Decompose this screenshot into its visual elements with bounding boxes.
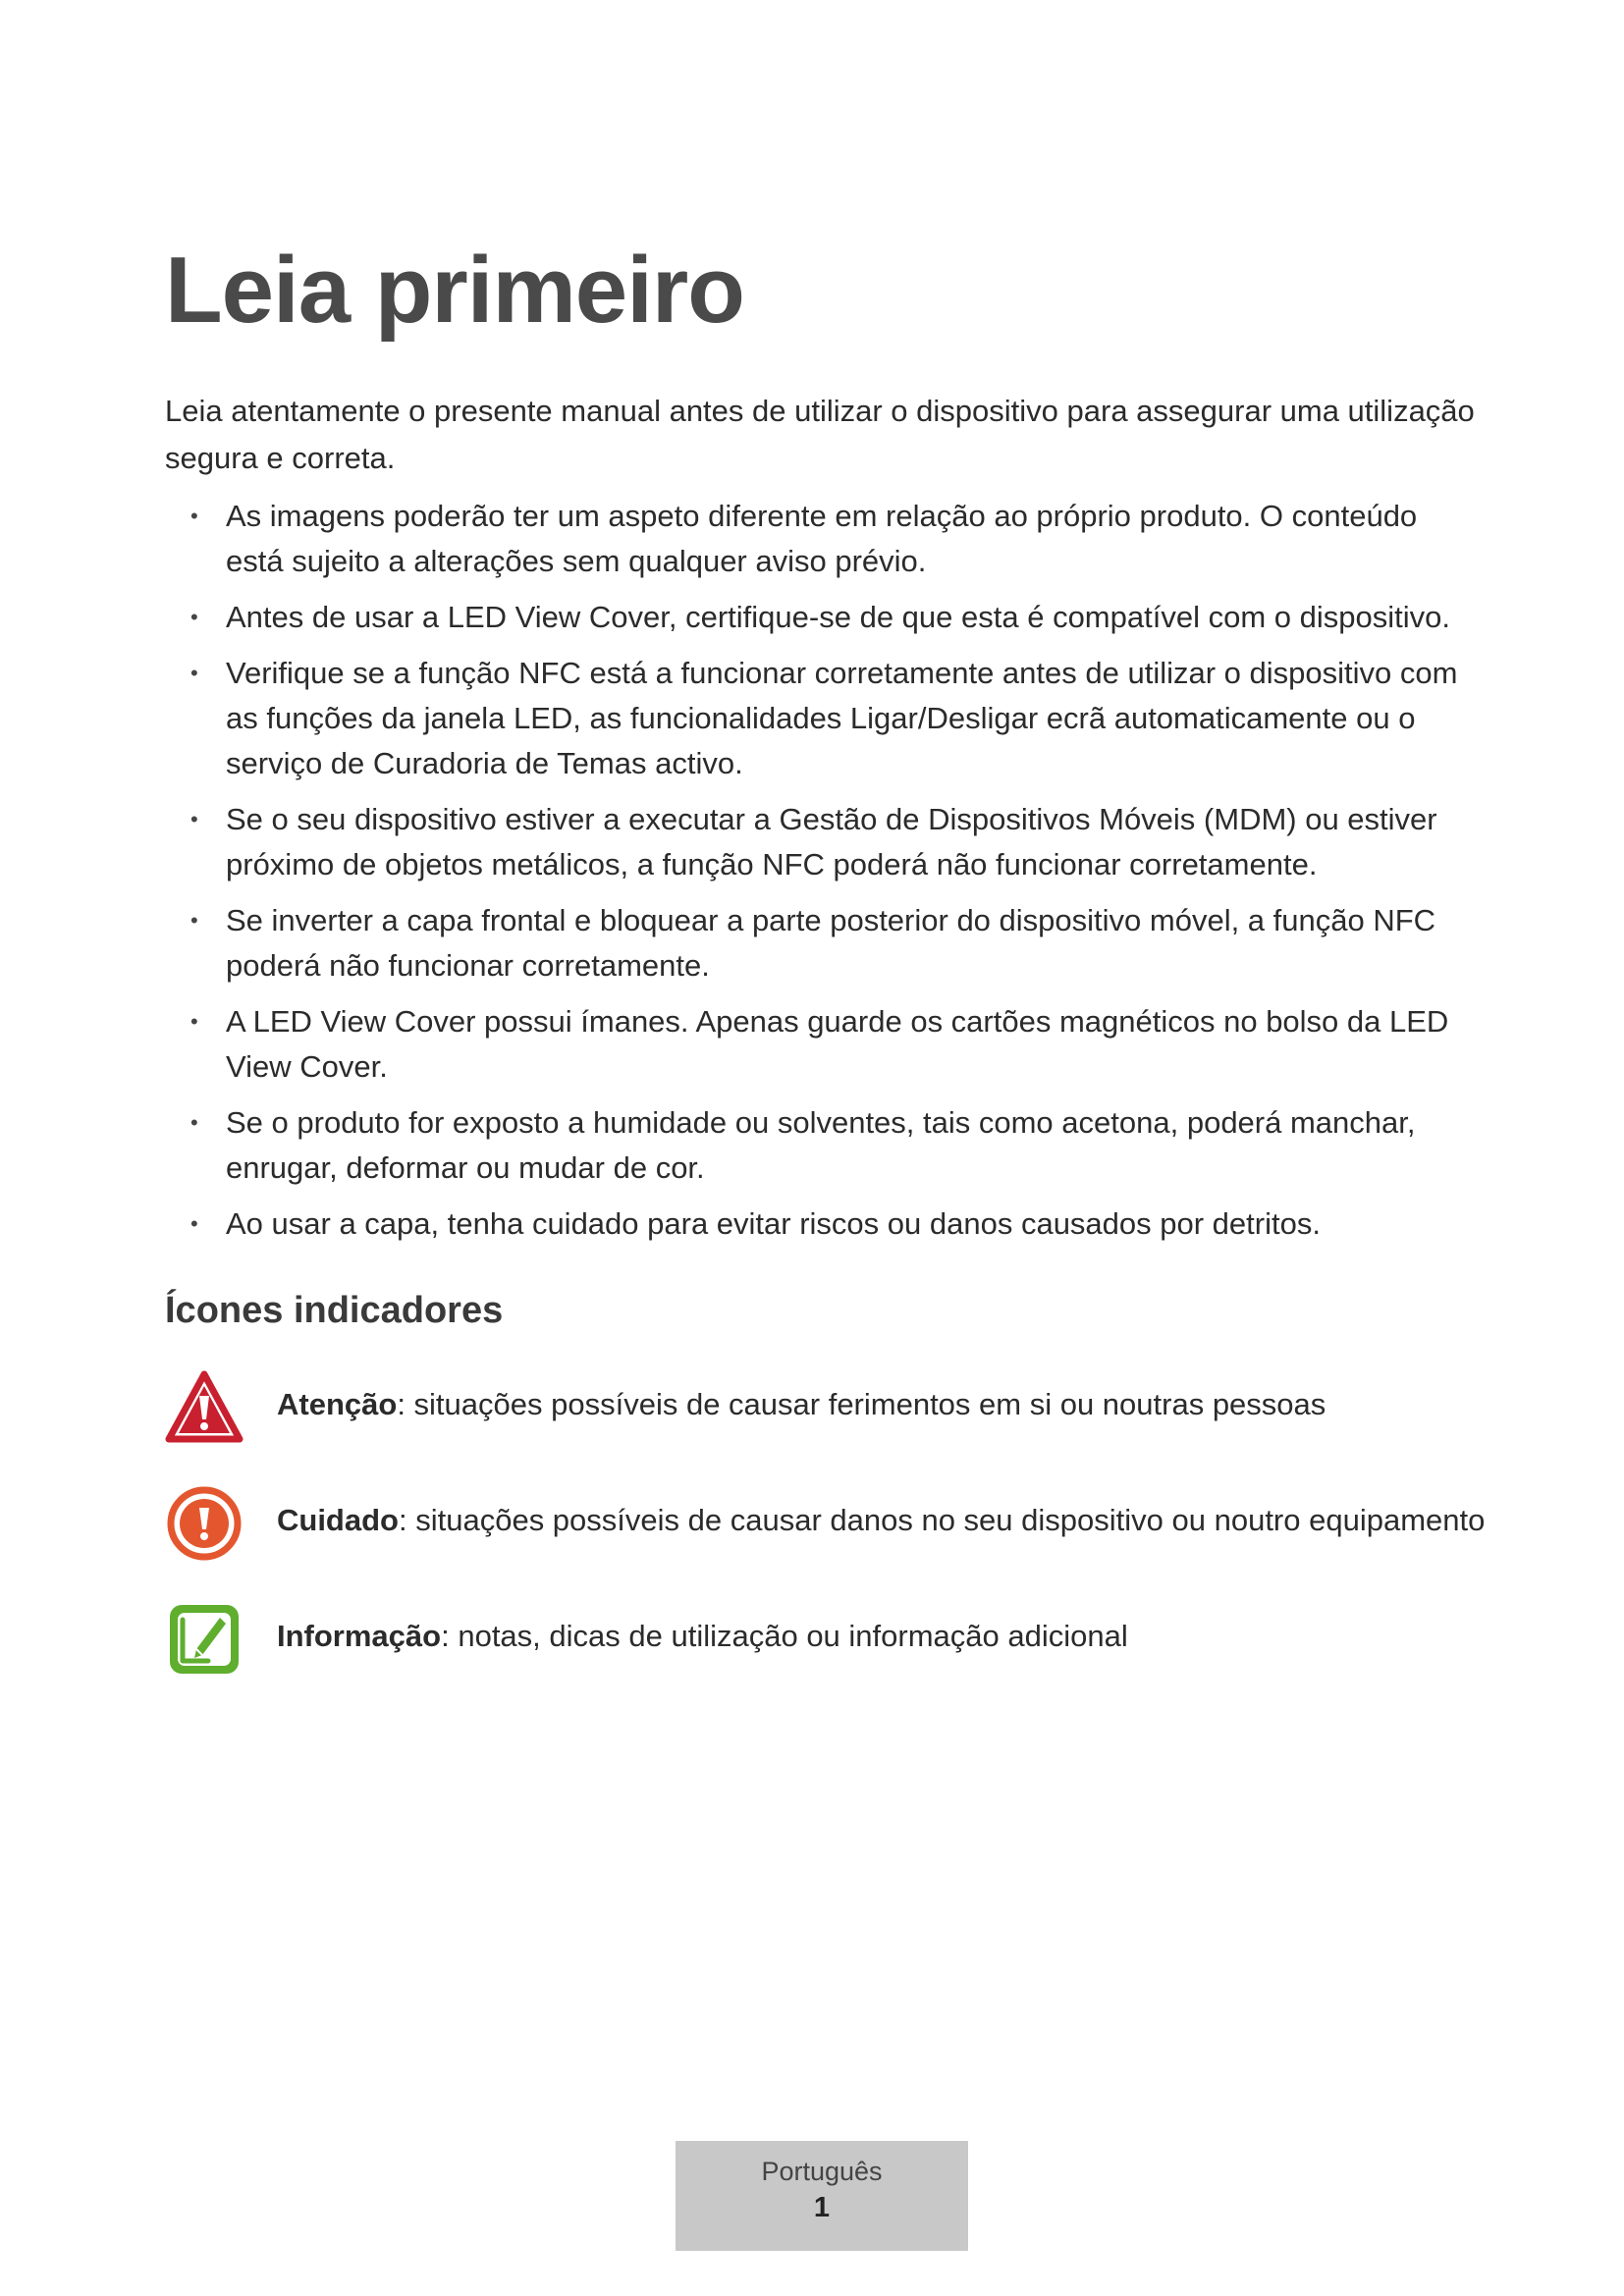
list-item-text: Se inverter a capa frontal e bloquear a parte posterior do dispositivo móvel, a função NFC poderá não funcionar corretamente. [226,903,1436,983]
list-item-text: Se o seu dispositivo estiver a executar a Gestão de Dispositivos Móveis (MDM) ou estiver próximo de objetos metálicos, a função NFC poderá não funcionar corretamente. [226,802,1437,881]
list-item-text: As imagens poderão ter um aspeto diferente em relação ao próprio produto. O conteúdo está sujeito a alterações sem qualquer aviso prévio. [226,499,1418,578]
page-footer [676,2141,968,2251]
indicator-row-warning [165,1368,1481,1447]
list-item [165,999,1481,1090]
section-heading: Ícones indicadores [165,1290,504,1331]
indicator-term: Atenção [277,1387,398,1421]
bullet-dot: • [190,661,198,685]
bullet-dot: • [190,1110,198,1135]
list-item [165,494,1481,584]
bullet-dot: • [190,1009,198,1034]
bullet-dot: • [190,908,198,933]
list-item [165,797,1481,887]
indicator-text-caution [277,1498,1485,1543]
info-note-icon [165,1600,244,1679]
warning-triangle-icon [165,1368,244,1447]
indicator-term: Informação [277,1619,442,1653]
list-item-text: Verifique se a função NFC está a funcionar corretamente antes de utilizar o dispositivo com as funções da janela LED, as funcionalidades Ligar/Desligar ecrã automaticamente ou o serviço de Curadoria de Temas activo. [226,656,1458,780]
list-item [165,595,1481,640]
indicator-description: : situações possíveis de causar ferimentos em si ou noutras pessoas [397,1387,1326,1421]
indicator-text-info [277,1614,1128,1659]
list-item [165,651,1481,786]
bullet-dot: • [190,504,198,528]
footer-language: Português [761,2157,883,2186]
list-item-text: Se o produto for exposto a humidade ou solventes, tais como acetona, poderá manchar, enrugar, deformar ou mudar de cor. [226,1105,1416,1185]
indicator-term: Cuidado [277,1503,399,1537]
list-item-text: Antes de usar a LED View Cover, certifique-se de que esta é compatível com o dispositivo. [226,600,1450,634]
list-item [165,1201,1481,1247]
list-item [165,898,1481,988]
indicator-row-info [165,1600,1481,1679]
list-item-text: Ao usar a capa, tenha cuidado para evitar riscos ou danos causados por detritos. [226,1206,1321,1241]
bullet-dot: • [190,605,198,629]
intro-paragraph: Leia atentamente o presente manual antes de utilizar o dispositivo para assegurar uma utilização segura e correta. [165,394,1475,475]
indicator-row-caution [165,1484,1486,1563]
list-item-text: A LED View Cover possui ímanes. Apenas guarde os cartões magnéticos no bolso da LED View Cover. [226,1004,1449,1084]
indicator-text-warning [277,1382,1326,1427]
indicator-description: : situações possíveis de causar danos no seu dispositivo ou noutro equipamento [399,1503,1486,1537]
indicator-description: : notas, dicas de utilização ou informação adicional [441,1619,1128,1653]
bullet-list [165,494,1481,1257]
caution-circle-icon [165,1484,244,1563]
bullet-dot: • [190,807,198,831]
page-number: 1 [813,2192,831,2223]
page-title: Leia primeiro [165,238,744,343]
bullet-dot: • [190,1211,198,1236]
list-item [165,1100,1481,1191]
